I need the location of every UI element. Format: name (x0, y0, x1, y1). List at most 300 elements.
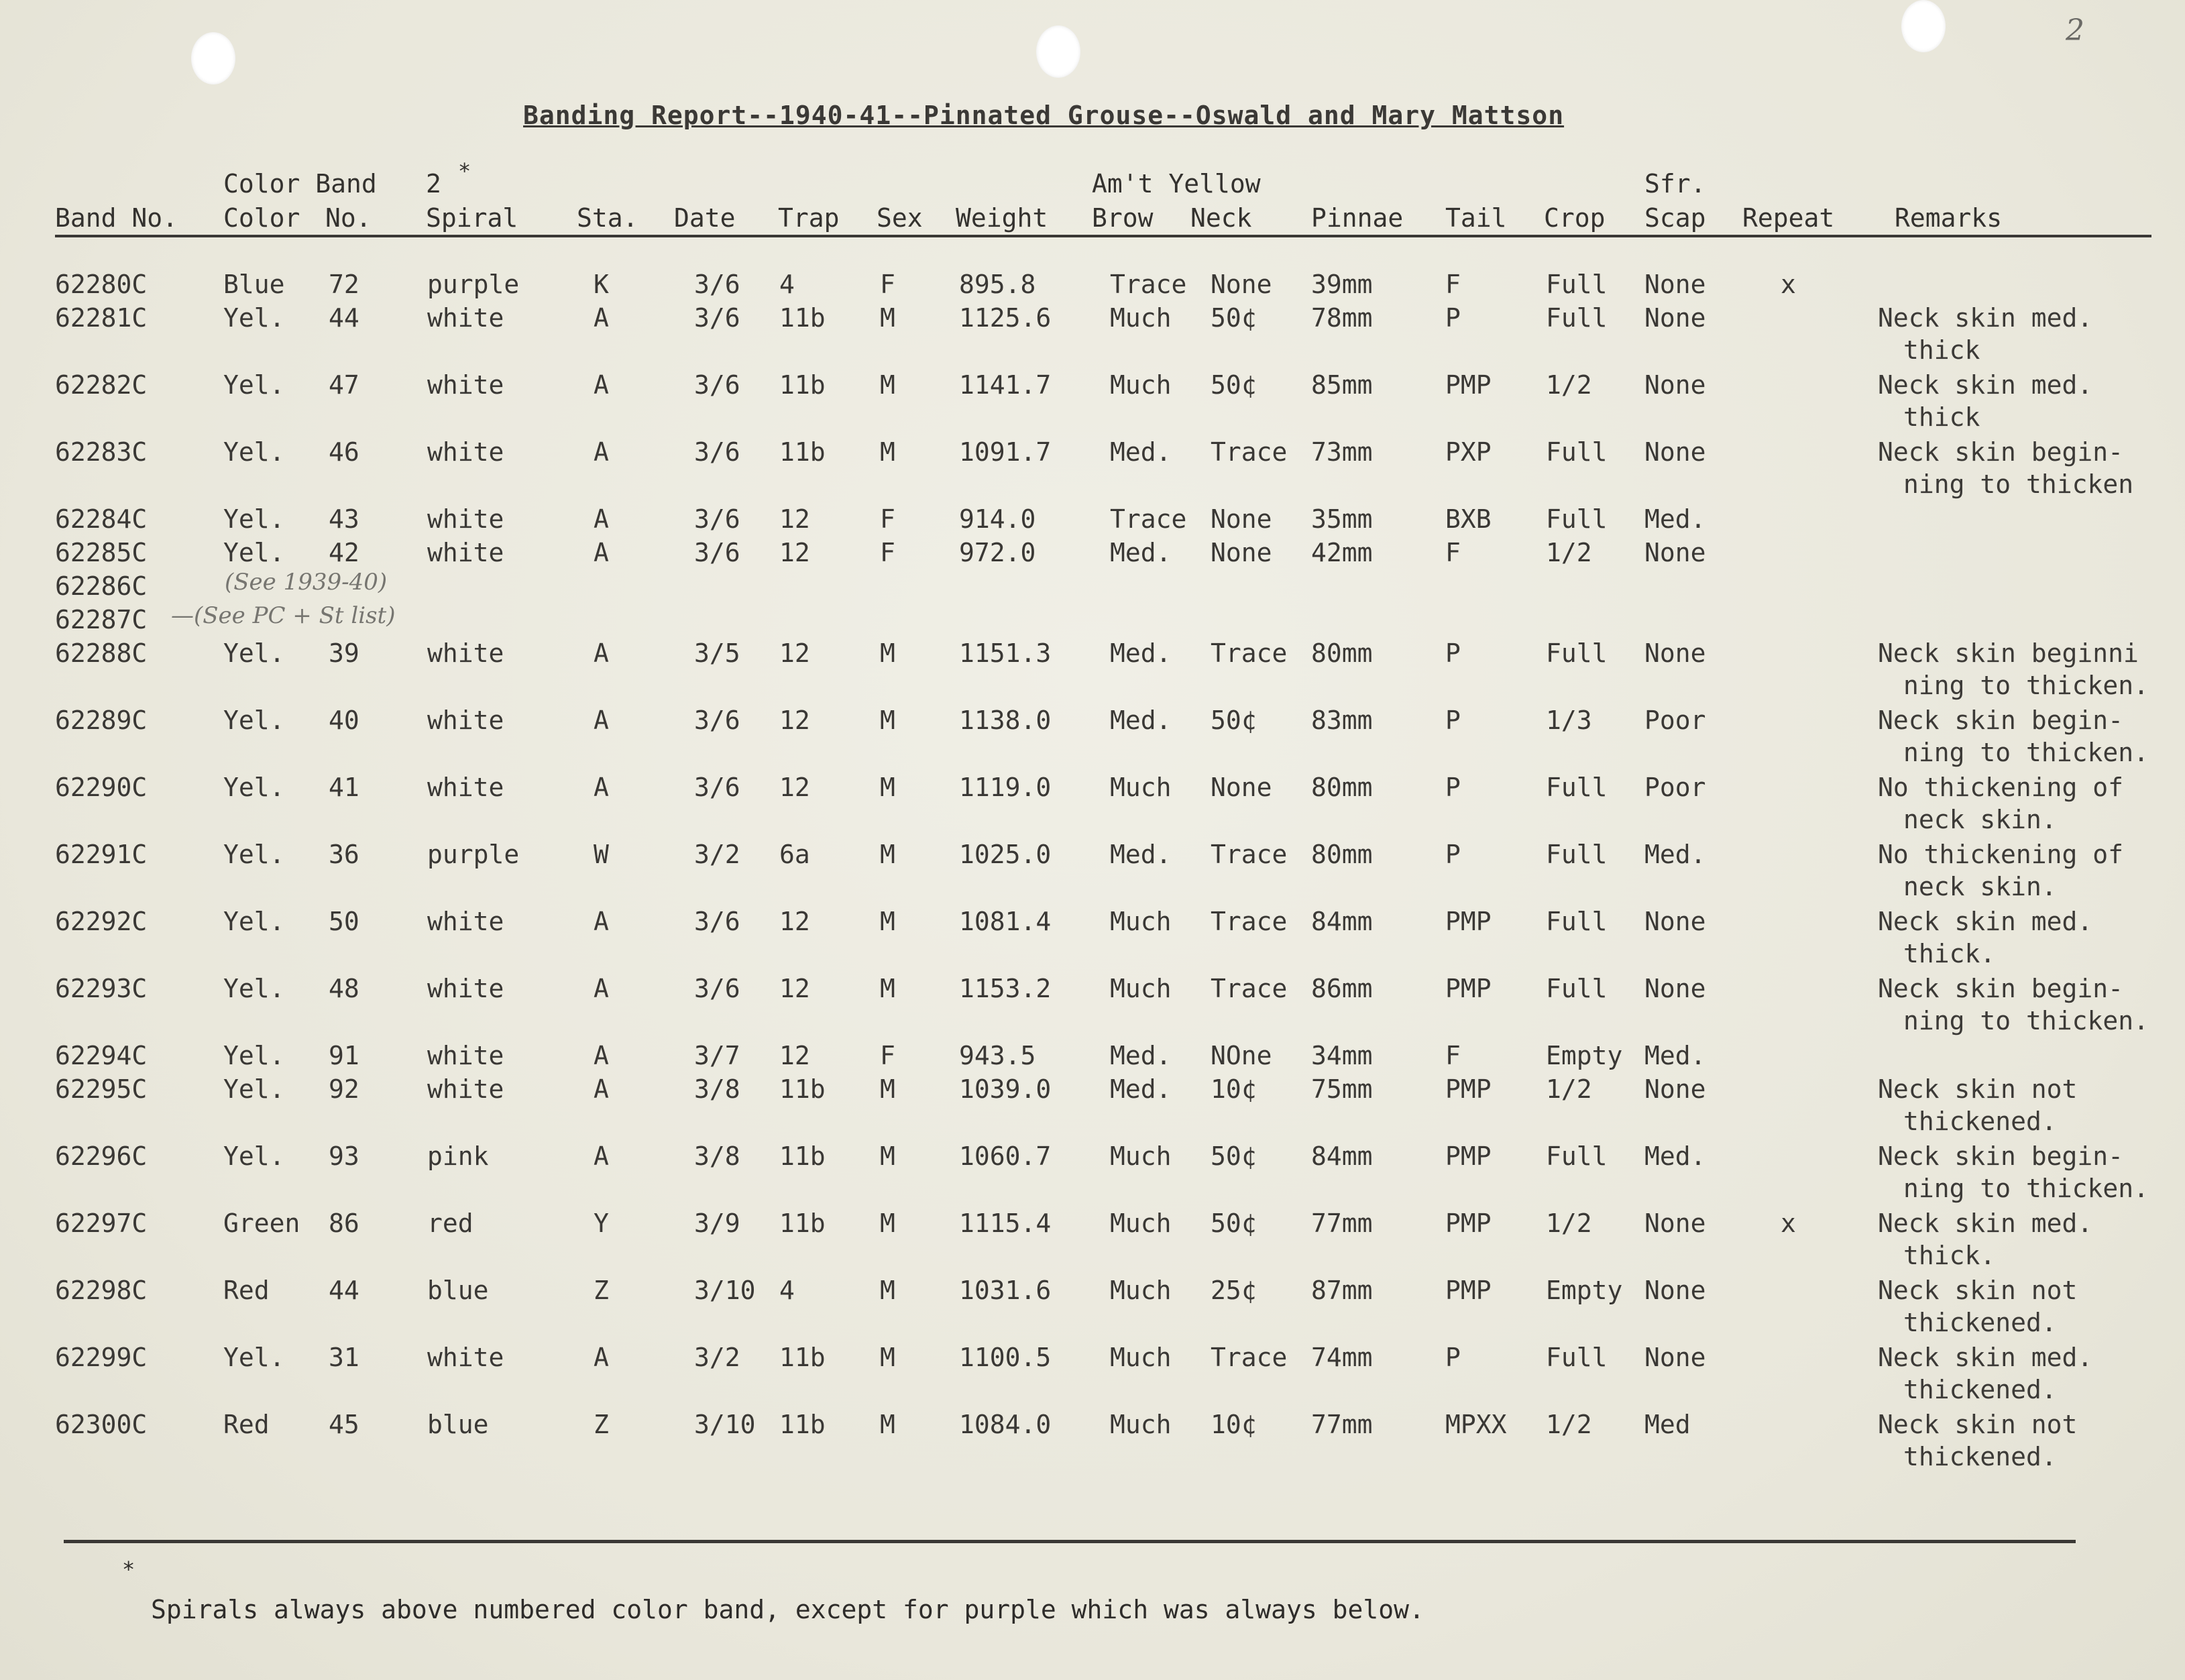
cell-weight: 1125.6 (959, 303, 1052, 333)
page-title: Banding Report--1940-41--Pinnated Grouse--Oswald and Mary Mattson (523, 101, 1565, 130)
cell-neck: 10¢ (1211, 1074, 1257, 1104)
cell-pinnae: 39mm (1311, 270, 1373, 299)
cell-scap: None (1644, 538, 1706, 567)
cell-date: 3/6 (694, 974, 740, 1003)
cell-trap: 11b (779, 1343, 826, 1372)
cell-repeat: x (1781, 1209, 1796, 1238)
cell-brow: Much (1110, 773, 1172, 802)
cell-band: 62295C (55, 1074, 148, 1104)
cell-sta: A (594, 974, 609, 1003)
cell-trap: 11b (779, 1141, 826, 1171)
cell-spiral: white (427, 706, 504, 735)
cell-scap: Med (1644, 1410, 1691, 1439)
cell-sex: M (880, 638, 895, 668)
cell-spiral: white (427, 638, 504, 668)
cell-trap: 12 (779, 538, 810, 567)
cell-band: 62286C (55, 571, 148, 601)
cell-remark-line: Neck skin not (1878, 1074, 2078, 1104)
cell-neck: 50¢ (1211, 1141, 1257, 1171)
cell-pinnae: 84mm (1311, 907, 1373, 936)
cell-remark-line: Neck skin begin- (1878, 706, 2124, 735)
cell-crop: Empty (1546, 1041, 1623, 1070)
cell-date: 3/6 (694, 538, 740, 567)
cell-brow: Much (1110, 1141, 1172, 1171)
cell-sex: M (880, 1276, 895, 1305)
cell-color: Yel. (223, 706, 285, 735)
cell-date: 3/8 (694, 1141, 740, 1171)
punch-hole-right (1901, 0, 1946, 52)
cell-color: Yel. (223, 370, 285, 400)
cell-scap: Med. (1644, 840, 1706, 869)
cell-sex: M (880, 1141, 895, 1171)
cell-crop: 1/2 (1546, 1410, 1592, 1439)
cell-weight: 972.0 (959, 538, 1036, 567)
cell-crop: 1/2 (1546, 1209, 1592, 1238)
cell-scap: None (1644, 907, 1706, 936)
cell-tail: P (1445, 706, 1461, 735)
cell-color: Blue (223, 270, 285, 299)
cell-remark-line: thick (1903, 402, 1980, 432)
cell-sta: A (594, 773, 609, 802)
cell-date: 3/6 (694, 706, 740, 735)
cell-sta: A (594, 437, 609, 467)
cell-crop: Full (1546, 974, 1608, 1003)
cell-remark-line: No thickening of (1878, 773, 2124, 802)
cell-trap: 12 (779, 1041, 810, 1070)
cell-remark-line: No thickening of (1878, 840, 2124, 869)
cell-no: 50 (329, 907, 359, 936)
cell-brow: Med. (1110, 706, 1172, 735)
cell-remark-line: neck skin. (1903, 872, 2057, 901)
cell-pinnae: 73mm (1311, 437, 1373, 467)
cell-neck: 25¢ (1211, 1276, 1257, 1305)
cell-brow: Much (1110, 1410, 1172, 1439)
cell-date: 3/6 (694, 270, 740, 299)
cell-remark-line: ning to thicken. (1903, 1006, 2149, 1035)
column-header-sex: Sex (877, 203, 923, 233)
cell-trap: 11b (779, 370, 826, 400)
cell-band: 62287C (55, 605, 148, 634)
cell-color: Yel. (223, 773, 285, 802)
cell-scap: None (1644, 974, 1706, 1003)
cell-spiral: white (427, 974, 504, 1003)
cell-weight: 1138.0 (959, 706, 1052, 735)
cell-scap: Poor (1644, 773, 1706, 802)
cell-brow: Med. (1110, 1074, 1172, 1104)
cell-scap: None (1644, 1343, 1706, 1372)
column-header-pinnae: Pinnae (1311, 203, 1404, 233)
cell-neck: Trace (1211, 638, 1288, 668)
header-color-band: Color Band (223, 169, 377, 199)
cell-tail: PMP (1445, 1074, 1492, 1104)
cell-no: 43 (329, 504, 359, 534)
cell-remark-line: Neck skin beginni (1878, 638, 2139, 668)
cell-sta: Y (594, 1209, 609, 1238)
cell-sta: W (594, 840, 609, 869)
cell-trap: 12 (779, 706, 810, 735)
cell-scap: Med. (1644, 504, 1706, 534)
cell-sex: M (880, 370, 895, 400)
column-header-color: Color (223, 203, 300, 233)
cell-trap: 4 (779, 270, 795, 299)
cell-scap: None (1644, 1276, 1706, 1305)
cell-weight: 1091.7 (959, 437, 1052, 467)
cell-sta: A (594, 1074, 609, 1104)
cell-remark-line: neck skin. (1903, 805, 2057, 834)
cell-weight: 895.8 (959, 270, 1036, 299)
cell-sex: M (880, 1074, 895, 1104)
cell-no: 44 (329, 1276, 359, 1305)
cell-remark-line: Neck skin med. (1878, 1343, 2093, 1372)
cell-tail: F (1445, 538, 1461, 567)
cell-trap: 6a (779, 840, 810, 869)
cell-scap: None (1644, 1209, 1706, 1238)
cell-sex: M (880, 1343, 895, 1372)
cell-pinnae: 87mm (1311, 1276, 1373, 1305)
cell-crop: Full (1546, 773, 1608, 802)
cell-weight: 1060.7 (959, 1141, 1052, 1171)
cell-band: 62296C (55, 1141, 148, 1171)
punch-hole-center (1036, 25, 1080, 78)
cell-spiral: white (427, 1074, 504, 1104)
cell-trap: 11b (779, 1410, 826, 1439)
cell-band: 62292C (55, 907, 148, 936)
cell-remark-line: ning to thicken (1903, 469, 2134, 499)
cell-color: Red (223, 1410, 270, 1439)
cell-neck: None (1211, 538, 1272, 567)
cell-remark-line: thick. (1903, 1241, 1996, 1270)
cell-weight: 1084.0 (959, 1410, 1052, 1439)
header-star: * (458, 158, 471, 184)
cell-weight: 1141.7 (959, 370, 1052, 400)
cell-sta: A (594, 1343, 609, 1372)
footnote-star: * (122, 1557, 135, 1582)
cell-date: 3/9 (694, 1209, 740, 1238)
cell-repeat: x (1781, 270, 1796, 299)
cell-neck: Trace (1211, 840, 1288, 869)
cell-trap: 11b (779, 303, 826, 333)
cell-remark-line: ning to thicken. (1903, 671, 2149, 700)
cell-neck: None (1211, 270, 1272, 299)
cell-trap: 11b (779, 1074, 826, 1104)
cell-no: 31 (329, 1343, 359, 1372)
cell-pinnae: 34mm (1311, 1041, 1373, 1070)
cell-remark-line: Neck skin begin- (1878, 437, 2124, 467)
cell-brow: Med. (1110, 840, 1172, 869)
cell-date: 3/6 (694, 303, 740, 333)
cell-pinnae: 80mm (1311, 638, 1373, 668)
cell-spiral: purple (427, 840, 520, 869)
cell-sex: M (880, 1209, 895, 1238)
cell-remark-line: ning to thicken. (1903, 1174, 2149, 1203)
cell-scap: Med. (1644, 1141, 1706, 1171)
cell-no: 39 (329, 638, 359, 668)
cell-brow: Much (1110, 1343, 1172, 1372)
cell-sta: Z (594, 1410, 609, 1439)
cell-sta: A (594, 907, 609, 936)
cell-spiral: white (427, 907, 504, 936)
cell-brow: Much (1110, 1276, 1172, 1305)
cell-brow: Much (1110, 303, 1172, 333)
column-header-station: Sta. (577, 203, 638, 233)
cell-band: 62291C (55, 840, 148, 869)
cell-sex: F (880, 504, 895, 534)
cell-spiral: white (427, 538, 504, 567)
cell-no: 41 (329, 773, 359, 802)
cell-spiral: white (427, 437, 504, 467)
cell-remark-line: thick (1903, 335, 1980, 365)
column-header-weight: Weight (956, 203, 1048, 233)
cell-weight: 1081.4 (959, 907, 1052, 936)
cell-band: 62284C (55, 504, 148, 534)
cell-band: 62281C (55, 303, 148, 333)
cell-trap: 12 (779, 773, 810, 802)
cell-spiral: white (427, 1041, 504, 1070)
cell-neck: 50¢ (1211, 706, 1257, 735)
cell-pinnae: 35mm (1311, 504, 1373, 534)
cell-trap: 12 (779, 638, 810, 668)
cell-crop: 1/3 (1546, 706, 1592, 735)
cell-band: 62298C (55, 1276, 148, 1305)
cell-pinnae: 78mm (1311, 303, 1373, 333)
cell-weight: 1119.0 (959, 773, 1052, 802)
cell-pinnae: 80mm (1311, 773, 1373, 802)
column-header-brow: Brow (1092, 203, 1154, 233)
cell-color: Yel. (223, 538, 285, 567)
cell-date: 3/10 (694, 1276, 756, 1305)
cell-crop: 1/2 (1546, 370, 1592, 400)
cell-color: Yel. (223, 1041, 285, 1070)
cell-sex: M (880, 773, 895, 802)
cell-spiral: white (427, 1343, 504, 1372)
cell-date: 3/6 (694, 504, 740, 534)
cell-pinnae: 85mm (1311, 370, 1373, 400)
cell-sta: A (594, 1041, 609, 1070)
page-number: 2 (2066, 13, 2084, 48)
cell-remark-line: thick. (1903, 939, 1996, 968)
cell-neck: 50¢ (1211, 1209, 1257, 1238)
cell-crop: Full (1546, 1343, 1608, 1372)
column-header-spiral: Spiral (426, 203, 518, 233)
cell-remark-line: Neck skin med. (1878, 907, 2093, 936)
cell-pinnae: 84mm (1311, 1141, 1373, 1171)
cell-sta: A (594, 638, 609, 668)
cell-crop: 1/2 (1546, 1074, 1592, 1104)
cell-weight: 1031.6 (959, 1276, 1052, 1305)
cell-spiral: pink (427, 1141, 489, 1171)
cell-tail: PMP (1445, 907, 1492, 936)
cell-neck: 10¢ (1211, 1410, 1257, 1439)
cell-scap: Med. (1644, 1041, 1706, 1070)
cell-tail: F (1445, 1041, 1461, 1070)
cell-remark-line: Neck skin begin- (1878, 974, 2124, 1003)
cell-sex: F (880, 538, 895, 567)
cell-no: 47 (329, 370, 359, 400)
cell-scap: None (1644, 437, 1706, 467)
column-header-neck: Neck (1190, 203, 1252, 233)
footer-rule (64, 1540, 2076, 1543)
cell-spiral: white (427, 504, 504, 534)
column-header-scap: Scap (1644, 203, 1706, 233)
cell-brow: Much (1110, 907, 1172, 936)
cell-band: 62300C (55, 1410, 148, 1439)
cell-band: 62299C (55, 1343, 148, 1372)
cell-sex: M (880, 706, 895, 735)
column-header-date: Date (674, 203, 736, 233)
cell-weight: 1039.0 (959, 1074, 1052, 1104)
cell-color: Yel. (223, 1343, 285, 1372)
cell-band: 62280C (55, 270, 148, 299)
cell-color: Yel. (223, 974, 285, 1003)
cell-neck: 50¢ (1211, 370, 1257, 400)
cell-tail: PMP (1445, 974, 1492, 1003)
cell-trap: 12 (779, 504, 810, 534)
cell-band: 62283C (55, 437, 148, 467)
header-sfr: Sfr. (1644, 169, 1706, 199)
cell-pinnae: 75mm (1311, 1074, 1373, 1104)
cell-tail: P (1445, 1343, 1461, 1372)
cell-remark-line: thickened. (1903, 1442, 2057, 1471)
cell-color: Yel. (223, 907, 285, 936)
cell-no: 44 (329, 303, 359, 333)
cell-no: 36 (329, 840, 359, 869)
cell-tail: PMP (1445, 370, 1492, 400)
cell-scap: None (1644, 370, 1706, 400)
column-header-band-number: No. (325, 203, 372, 233)
cell-neck: Trace (1211, 437, 1288, 467)
cell-band: 62297C (55, 1209, 148, 1238)
cell-scap: None (1644, 638, 1706, 668)
cell-no: 40 (329, 706, 359, 735)
cell-no: 42 (329, 538, 359, 567)
cell-spiral: white (427, 773, 504, 802)
cell-band: 62293C (55, 974, 148, 1003)
punch-hole-left (191, 32, 235, 85)
cell-color: Yel. (223, 437, 285, 467)
cell-brow: Much (1110, 1209, 1172, 1238)
cell-pinnae: 77mm (1311, 1209, 1373, 1238)
cell-neck: None (1211, 773, 1272, 802)
cell-band: 62289C (55, 706, 148, 735)
cell-brow: Much (1110, 370, 1172, 400)
cell-trap: 11b (779, 437, 826, 467)
cell-remark-line: Neck skin med. (1878, 303, 2093, 333)
cell-date: 3/8 (694, 1074, 740, 1104)
cell-crop: Full (1546, 840, 1608, 869)
cell-sex: F (880, 1041, 895, 1070)
cell-no: 91 (329, 1041, 359, 1070)
cell-spiral: purple (427, 270, 520, 299)
cell-spiral: blue (427, 1276, 489, 1305)
handwritten-note: (See 1939-40) (225, 569, 388, 596)
cell-spiral: white (427, 370, 504, 400)
header-amt-yellow: Am't Yellow (1092, 169, 1261, 199)
cell-no: 46 (329, 437, 359, 467)
cell-sta: A (594, 370, 609, 400)
cell-crop: 1/2 (1546, 538, 1592, 567)
cell-brow: Med. (1110, 1041, 1172, 1070)
cell-pinnae: 86mm (1311, 974, 1373, 1003)
cell-date: 3/6 (694, 370, 740, 400)
cell-tail: F (1445, 270, 1461, 299)
column-header-remarks: Remarks (1895, 203, 2003, 233)
cell-trap: 12 (779, 907, 810, 936)
cell-band: 62285C (55, 538, 148, 567)
cell-band: 62282C (55, 370, 148, 400)
column-header-repeat: Repeat (1742, 203, 1835, 233)
cell-weight: 1153.2 (959, 974, 1052, 1003)
cell-tail: PMP (1445, 1209, 1492, 1238)
cell-neck: NOne (1211, 1041, 1272, 1070)
cell-spiral: blue (427, 1410, 489, 1439)
cell-scap: None (1644, 1074, 1706, 1104)
cell-sex: M (880, 907, 895, 936)
cell-crop: Full (1546, 437, 1608, 467)
cell-crop: Full (1546, 504, 1608, 534)
cell-sta: Z (594, 1276, 609, 1305)
cell-tail: P (1445, 773, 1461, 802)
cell-no: 92 (329, 1074, 359, 1104)
cell-date: 3/6 (694, 907, 740, 936)
cell-color: Green (223, 1209, 300, 1238)
cell-pinnae: 83mm (1311, 706, 1373, 735)
column-header-trap: Trap (778, 203, 840, 233)
cell-tail: PMP (1445, 1141, 1492, 1171)
cell-crop: Full (1546, 907, 1608, 936)
cell-weight: 1115.4 (959, 1209, 1052, 1238)
cell-sex: M (880, 1410, 895, 1439)
cell-scap: Poor (1644, 706, 1706, 735)
cell-trap: 12 (779, 974, 810, 1003)
column-header-crop: Crop (1544, 203, 1606, 233)
cell-remark-line: Neck skin med. (1878, 370, 2093, 400)
cell-brow: Trace (1110, 270, 1187, 299)
cell-crop: Empty (1546, 1276, 1623, 1305)
cell-crop: Full (1546, 638, 1608, 668)
cell-date: 3/6 (694, 773, 740, 802)
cell-date: 3/2 (694, 1343, 740, 1372)
cell-brow: Med. (1110, 437, 1172, 467)
cell-color: Yel. (223, 1141, 285, 1171)
cell-weight: 914.0 (959, 504, 1036, 534)
cell-tail: P (1445, 638, 1461, 668)
cell-color: Yel. (223, 504, 285, 534)
cell-date: 3/2 (694, 840, 740, 869)
cell-tail: P (1445, 303, 1461, 333)
cell-remark-line: thickened. (1903, 1375, 2057, 1404)
cell-scap: None (1644, 270, 1706, 299)
cell-remark-line: Neck skin med. (1878, 1209, 2093, 1238)
cell-remark-line: Neck skin not (1878, 1276, 2078, 1305)
cell-brow: Trace (1110, 504, 1187, 534)
cell-pinnae: 80mm (1311, 840, 1373, 869)
cell-color: Yel. (223, 1074, 285, 1104)
cell-color: Red (223, 1276, 270, 1305)
cell-remark-line: thickened. (1903, 1308, 2057, 1337)
cell-sta: A (594, 538, 609, 567)
cell-brow: Med. (1110, 638, 1172, 668)
cell-color: Yel. (223, 638, 285, 668)
cell-tail: MPXX (1445, 1410, 1507, 1439)
cell-sta: A (594, 1141, 609, 1171)
cell-crop: Full (1546, 270, 1608, 299)
cell-brow: Med. (1110, 538, 1172, 567)
cell-neck: Trace (1211, 1343, 1288, 1372)
column-header-tail: Tail (1445, 203, 1507, 233)
cell-remark-line: thickened. (1903, 1107, 2057, 1136)
cell-tail: PMP (1445, 1276, 1492, 1305)
cell-no: 93 (329, 1141, 359, 1171)
